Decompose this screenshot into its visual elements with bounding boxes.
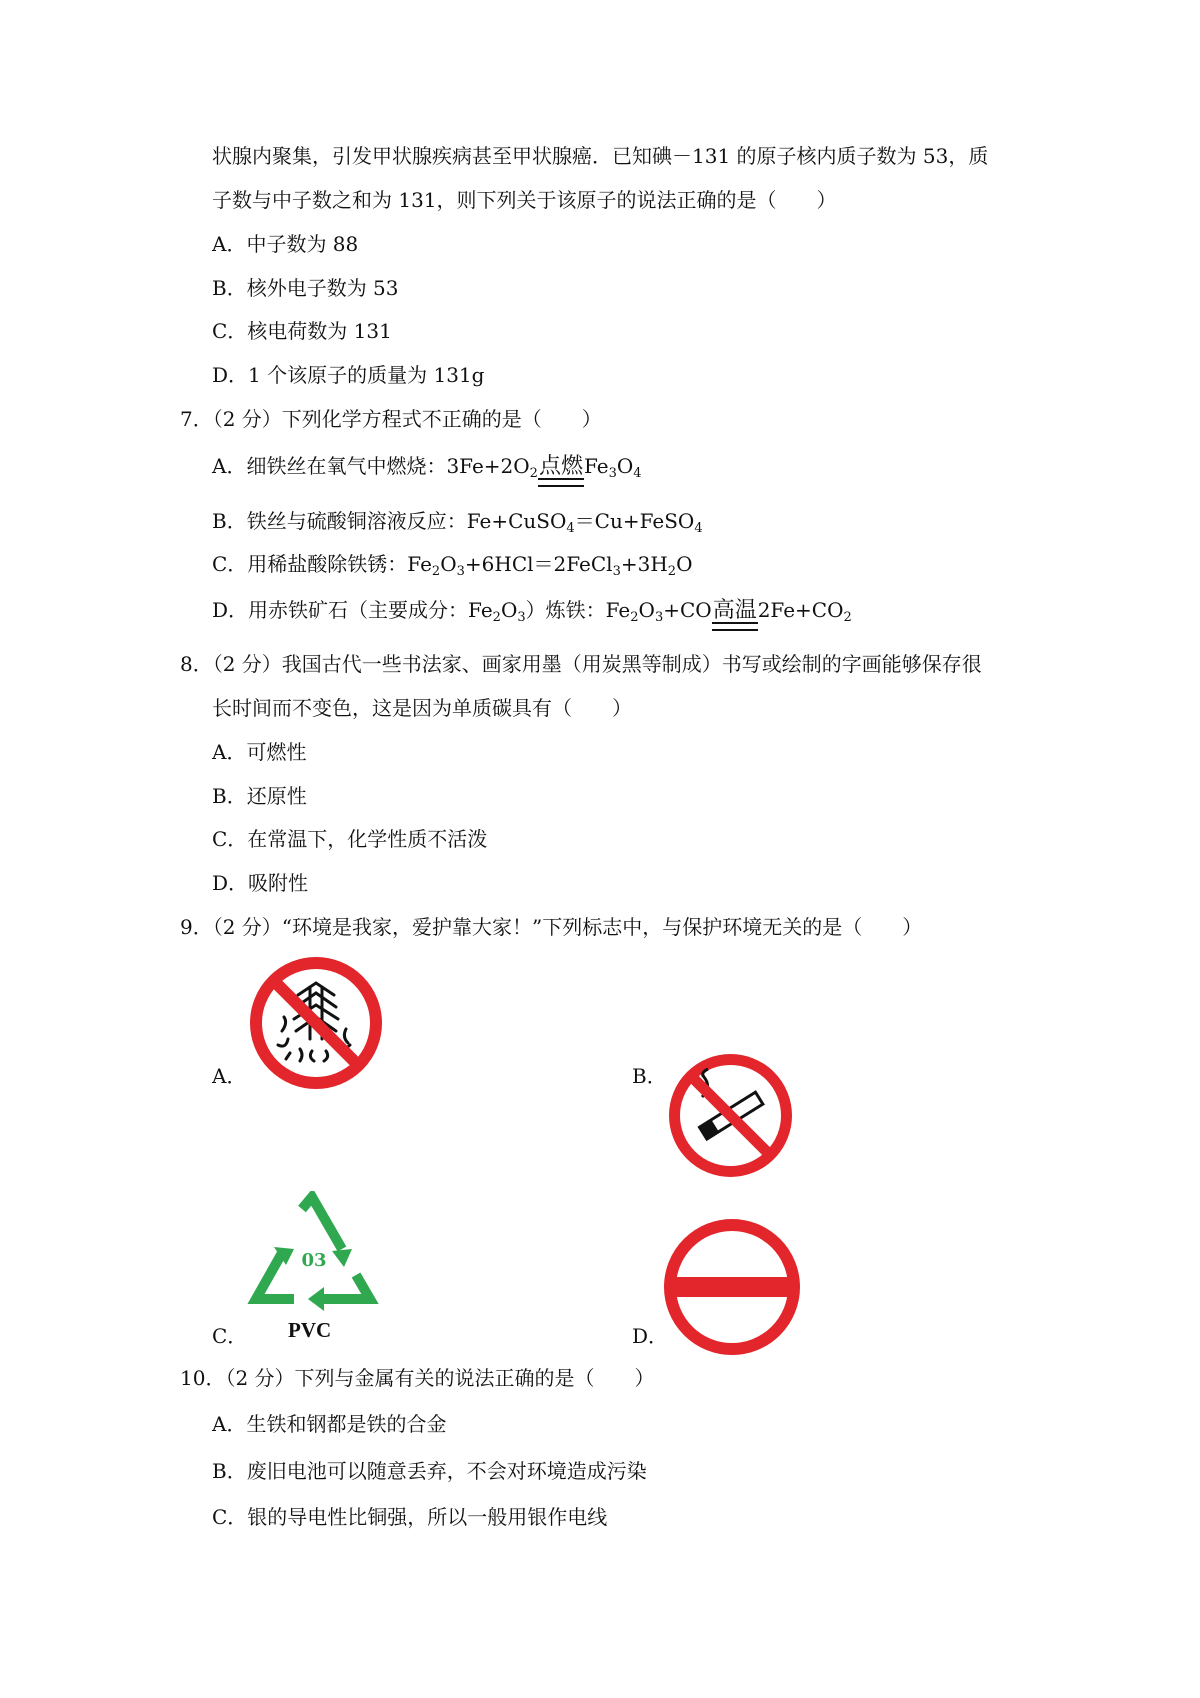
- q7-d-sub: 2: [492, 610, 501, 625]
- q7-d-text: D．用赤铁矿石（主要成分：Fe: [212, 598, 493, 622]
- q7-c-sub: 2: [667, 564, 677, 579]
- q8-option-c: C．在常温下，化学性质不活泼: [212, 827, 488, 851]
- q7-option-b: [212, 507, 703, 535]
- recycle-material-label: PVC: [288, 1318, 332, 1342]
- q7-a-sub: 3: [608, 466, 617, 481]
- q7-a-text: A．细铁丝在氧气中燃烧：3Fe+2O: [212, 454, 530, 478]
- q9-label-d: D．: [632, 1324, 669, 1348]
- q8-stem-line1: 8．（2 分）我国古代一些书法家、画家用墨（用炭黑等制成）书写或绘制的字画能够保存很: [180, 652, 982, 676]
- q8-option-d: D．吸附性: [212, 871, 309, 895]
- q10-option-c: C．银的导电性比铜强，所以一般用银作电线: [212, 1505, 608, 1529]
- q7-d-o: O: [500, 598, 518, 622]
- q7-b-text: B．铁丝与硫酸铜溶液反应：Fe+CuSO: [212, 509, 567, 533]
- q7-d-product: 2Fe+CO: [757, 598, 844, 622]
- q7-c-mid2: +3H: [620, 552, 668, 576]
- reaction-condition-high-temp: 高温: [712, 598, 757, 623]
- q7-c-sub: 3: [612, 564, 621, 579]
- q7-c-end: O: [676, 552, 693, 576]
- q8-option-a: A．可燃性: [212, 740, 307, 764]
- q6-stem-line1: 状腺内聚集，引发甲状腺疾病甚至甲状腺癌．已知碘－131 的原子核内质子数为 53，质: [212, 144, 989, 168]
- no-smoking-icon: [668, 1053, 793, 1178]
- no-entry-icon: [662, 1217, 802, 1357]
- q9-label-b: B．: [632, 1064, 667, 1088]
- q8-stem-line2: 长时间而不变色，这是因为单质碳具有（ ）: [212, 696, 632, 720]
- q7-b-mid: ＝Cu+FeSO: [574, 509, 695, 533]
- q7-b-sub: 4: [566, 521, 575, 536]
- q9-label-c: C．: [212, 1324, 248, 1348]
- q6-option-d: D．1 个该原子的质量为 131g: [212, 363, 485, 387]
- q6-option-a: A．中子数为 88: [212, 232, 359, 256]
- q7-b-sub: 4: [694, 521, 703, 536]
- q7-d-sub: 3: [654, 610, 664, 625]
- q10-option-a: A．生铁和钢都是铁的合金: [212, 1412, 447, 1436]
- q10-option-b: B．废旧电池可以随意丢弃，不会对环境造成污染: [212, 1459, 647, 1483]
- q7-d-co: +CO: [663, 598, 712, 622]
- no-fireworks-icon: [250, 957, 382, 1089]
- q7-c-sub: 2: [431, 564, 441, 579]
- q7-option-d: [212, 596, 852, 625]
- q9-stem: 9．（2 分）“环境是我家，爱护靠大家！”下列标志中，与保护环境无关的是（ ）: [180, 915, 923, 939]
- q9-label-a: A．: [212, 1064, 247, 1088]
- q7-c-o: O: [440, 552, 457, 576]
- q7-a-product-o: O: [616, 454, 634, 478]
- q7-a-sub: 2: [529, 466, 538, 481]
- q8-option-b: B．还原性: [212, 784, 307, 808]
- q6-stem-line2: 子数与中子数之和为 131，则下列关于该原子的说法正确的是（ ）: [212, 188, 837, 212]
- q7-option-a: [212, 452, 642, 481]
- q6-option-c: C．核电荷数为 131: [212, 319, 392, 343]
- q7-d-sub: 2: [630, 610, 639, 625]
- recycle-pvc-icon: [246, 1191, 382, 1311]
- q7-d-sub: 3: [517, 610, 526, 625]
- q6-option-b: B．核外电子数为 53: [212, 276, 399, 300]
- q7-a-product: Fe: [583, 454, 609, 478]
- q7-a-sub: 4: [633, 466, 642, 481]
- q7-c-sub: 3: [456, 564, 465, 579]
- q7-d-mid: ）炼铁：Fe: [525, 598, 631, 622]
- q10-stem: 10．（2 分）下列与金属有关的说法正确的是（ ）: [180, 1366, 655, 1390]
- q7-stem: 7．（2 分）下列化学方程式不正确的是（ ）: [180, 407, 602, 431]
- recycle-code: 03: [301, 1250, 327, 1271]
- q7-c-text: C．用稀盐酸除铁锈：Fe: [212, 552, 432, 576]
- reaction-condition-ignite: 点燃: [538, 454, 583, 479]
- q7-d-o2: O: [638, 598, 655, 622]
- q7-option-c: [212, 550, 692, 578]
- q7-d-sub: 2: [843, 610, 852, 625]
- q7-c-mid: +6HCl＝2FeCl: [464, 552, 613, 576]
